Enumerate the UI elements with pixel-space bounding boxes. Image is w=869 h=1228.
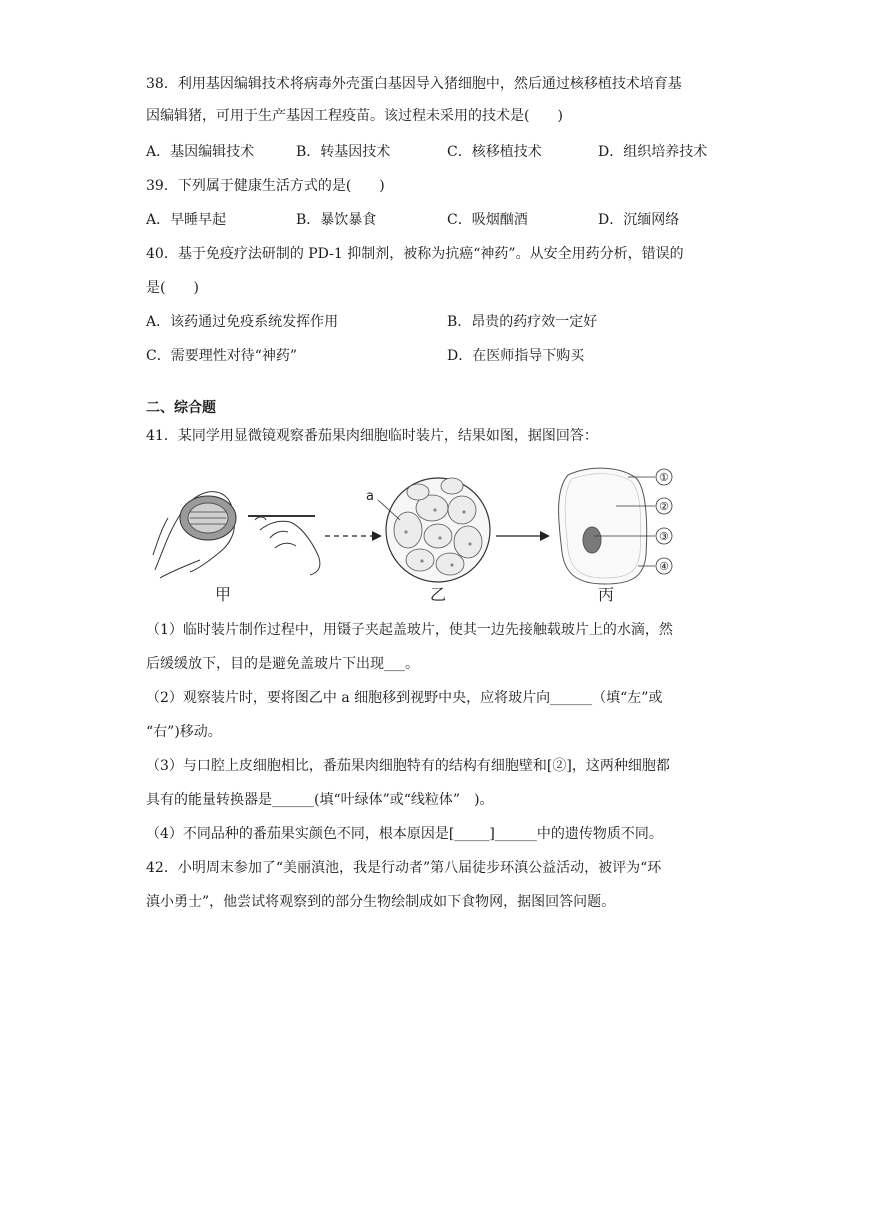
q39-option-d: D．沉缅网络 <box>598 212 680 228</box>
callout-1: ① <box>659 471 669 484</box>
section-heading: 二、综合题 <box>146 400 216 416</box>
q38-stem-line1: 38．利用基因编辑技术将病毒外壳蛋白基因导入猪细胞中，然后通过核移植技术培育基 <box>146 76 682 92</box>
caption-jia: 甲 <box>215 585 232 604</box>
callout-4: ④ <box>659 560 669 573</box>
q41-part3-line1: （3）与口腔上皮细胞相比，番茄果肉细胞特有的结构有细胞壁和[②]，这两种细胞都 <box>146 758 670 774</box>
q38-option-a: A．基因编辑技术 <box>146 144 255 160</box>
q41-part1-line2: 后缓缓放下，目的是避免盖玻片下出现___。 <box>146 656 419 672</box>
q39-option-c: C．吸烟酗酒 <box>447 212 528 228</box>
figure-bing-cell <box>559 468 672 584</box>
solid-arrowhead-icon <box>540 531 550 541</box>
q41-part2-line2: “右”)移动。 <box>146 724 222 740</box>
q39-stem: 39．下列属于健康生活方式的是( ) <box>146 178 385 194</box>
cell-diagram <box>150 460 710 610</box>
q40-option-b: B．昂贵的药疗效一定好 <box>447 314 598 330</box>
q39-option-b: B．暴饮暴食 <box>296 212 377 228</box>
q39-option-a: A．早睡早起 <box>146 212 227 228</box>
caption-bing: 丙 <box>598 585 615 604</box>
q40-option-c: C．需要理性对待“神药” <box>146 348 298 364</box>
label-a: a <box>366 489 374 504</box>
q41-part1-line1: （1）临时装片制作过程中，用镊子夹起盖玻片，使其一边先接触载玻片上的水滴，然 <box>146 622 673 638</box>
caption-yi: 乙 <box>430 585 447 604</box>
q41-stem: 41．某同学用显微镜观察番茄果肉细胞临时装片，结果如图，据图回答： <box>146 428 598 444</box>
q41-part3-line2: 具有的能量转换器是______(填“叶绿体”或“线粒体” )。 <box>146 792 494 808</box>
q40-stem-line2: 是( ) <box>146 280 199 296</box>
figure-yi-field-of-view <box>366 478 490 582</box>
q40-stem-line1: 40．基于免疫疗法研制的 PD-1 抑制剂，被称为抗癌“神药”。从安全用药分析，错误的 <box>146 246 684 262</box>
q38-stem-line2: 因编辑猪，可用于生产基因工程疫苗。该过程未采用的技术是( ) <box>146 108 563 124</box>
q40-option-a: A．该药通过免疫系统发挥作用 <box>146 314 339 330</box>
q38-option-d: D．组织培养技术 <box>598 144 708 160</box>
q42-stem-line2: 滇小勇士”，他尝试将观察到的部分生物绘制成如下食物网，据图回答问题。 <box>146 894 616 910</box>
figure-jia-hands <box>153 492 320 578</box>
q41-part2-line1: （2）观察装片时，要将图乙中 a 细胞移到视野中央，应将玻片向______（填“左”或 <box>146 690 663 706</box>
q42-stem-line1: 42．小明周末参加了“美丽滇池，我是行动者”第八届徒步环滇公益活动，被评为“环 <box>146 860 662 876</box>
q38-option-b: B．转基因技术 <box>296 144 391 160</box>
q38-option-c: C．核移植技术 <box>447 144 542 160</box>
callout-2: ② <box>659 500 669 513</box>
dashed-arrowhead-icon <box>372 531 382 541</box>
q40-option-d: D．在医师指导下购买 <box>447 348 585 364</box>
q41-figure <box>150 460 710 610</box>
callout-3: ③ <box>659 530 669 543</box>
q41-part4: （4）不同品种的番茄果实颜色不同，根本原因是[_____]______中的遗传物质不同。 <box>146 826 663 842</box>
